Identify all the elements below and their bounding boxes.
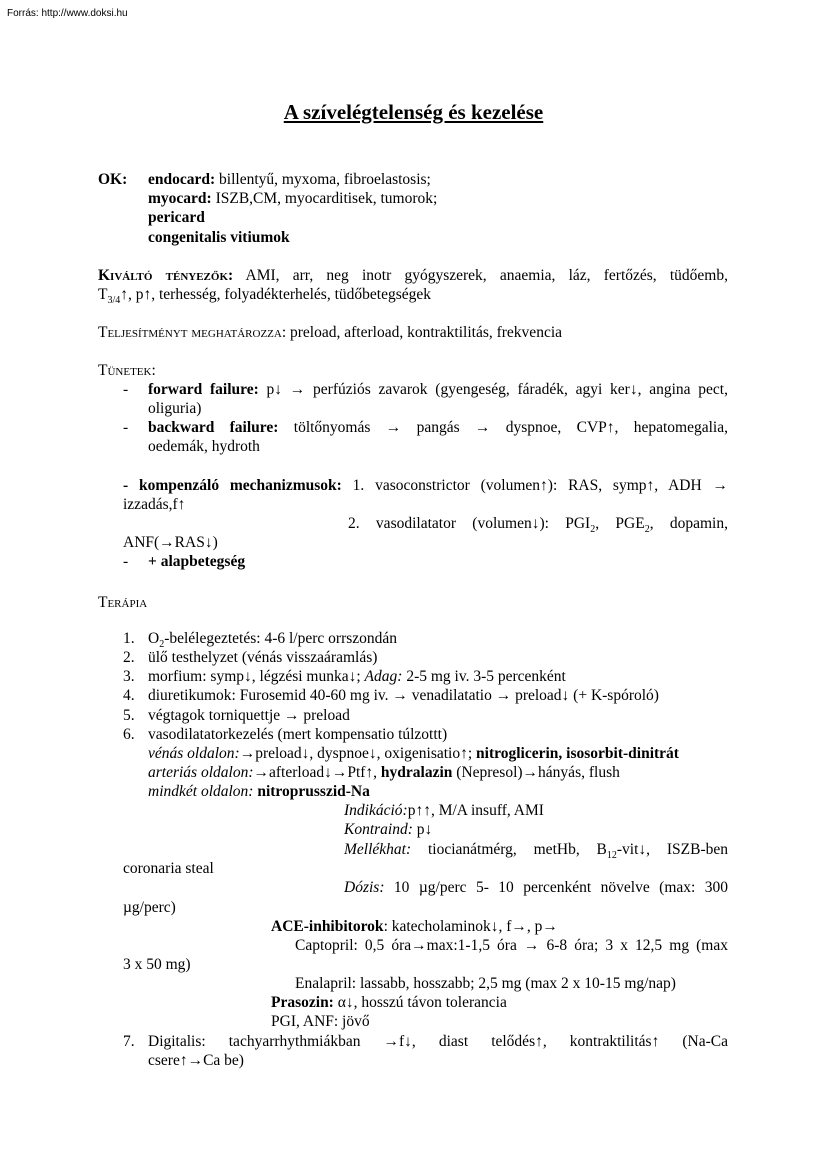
alapbetegseg: + alapbetegség — [148, 553, 246, 570]
dash-1: - — [123, 381, 129, 398]
kivalto-line-2: $T_{3/4}↑$, p↑, terhesség, folyadékterhelés, tüdőbetegségek — [98, 286, 432, 307]
item-7-line-2: csere↑→Ca be) — [148, 1052, 244, 1069]
item-6-number: 6. — [123, 726, 135, 743]
ok-line-3: pericard — [148, 209, 205, 226]
item-5: végtagok torniquettje → preload — [148, 707, 350, 724]
item-4-number: 4. — [123, 687, 135, 704]
pgi-anf: PGI, ANF: jövő — [271, 1013, 370, 1030]
source-label: Forrás: http://www.doksi.hu — [7, 8, 128, 19]
dash-3: - — [123, 553, 129, 570]
item-7-line-1: Digitalis: tachyarrhythmiákban →f↓, diast telődés↑, kontraktilitás↑ (Na-Ca — [148, 1033, 728, 1050]
tunetek-label: Tünetek: — [98, 362, 156, 379]
ok-line-1: endocard: billentyű, myxoma, fibroelastosis; — [148, 171, 431, 188]
item-4: diuretikumok: Furosemid 40-60 mg iv. → venadilatatio → preload↓ (+ K-spóroló) — [148, 687, 659, 704]
item-3-number: 3. — [123, 668, 135, 685]
item-1-number: 1. — [123, 630, 135, 647]
page-title: A szívelégtelenség és kezelése — [283, 100, 544, 124]
item-2-number: 2. — [123, 649, 135, 666]
ok-label: OK: — [98, 171, 128, 188]
dozis-line-2: µg/perc) — [123, 899, 176, 916]
item-1: $O_2$-belélegeztetés: 4-6 l/perc orrszondán — [148, 630, 398, 651]
backward-failure-line-1: backward failure: töltőnyomás → pangás → dyspnoe, CVP↑, hepatomegalia, — [148, 419, 728, 436]
indikacio: Indikáció:p↑↑, M/A insuff, AMI — [344, 802, 544, 819]
terapia-label: Terápia — [98, 594, 148, 611]
mellekhat-line-1: Mellékhat: tiocianátmérg, metHb, $B_{12}-vit↓$, ISZB-ben — [344, 841, 728, 862]
item-6: vasodilatatorkezelés (mert kompensatio túlzottt) — [148, 726, 448, 743]
kompenzalo-line-2: izzadás,f↑ — [123, 496, 186, 513]
kompenzalo-line-3: 2. vasodilatator (volumen↓): $PGI_2$, $PGE_2$, dopamin, — [348, 515, 728, 536]
dozis-line-1: Dózis: 10 µg/perc 5- 10 percenként növelve (max: 300 — [344, 879, 728, 896]
mindket-oldalon: mindkét oldalon: nitroprusszid-Na — [148, 783, 370, 800]
arterias-oldalon: arteriás oldalon:→afterload↓→Ptf↑, hydralazin (Nepresol)→hányás, flush — [148, 764, 620, 781]
venas-oldalon: vénás oldalon:→preload↓, dyspnoe↓, oxigenisatio↑; nitroglicerin, isosorbit-dinitrát — [148, 745, 679, 762]
dash-2: - — [123, 419, 129, 436]
kontraind: Kontraind: p↓ — [344, 821, 433, 838]
item-5-number: 5. — [123, 707, 135, 724]
ok-line-2: myocard: ISZB,CM, myocarditisek, tumorok; — [148, 190, 438, 207]
item-7-number: 7. — [123, 1033, 135, 1050]
captopril-line-1: Captopril: 0,5 óra→max:1-1,5 óra → 6-8 óra; 3 x 12,5 mg (max — [295, 937, 728, 954]
ok-line-4: congenitalis vitiumok — [148, 229, 290, 246]
enalapril: Enalapril: lassabb, hosszabb; 2,5 mg (max 2 x 10-15 mg/nap) — [295, 975, 676, 992]
captopril-line-2: 3 x 50 mg) — [123, 956, 191, 973]
item-3: morfium: symp↓, légzési munka↓; Adag: 2-5 mg iv. 3-5 percenként — [148, 668, 566, 685]
kompenzalo-line-1: - kompenzáló mechanizmusok: 1. vasoconstrictor (volumen↑): RAS, symp↑, ADH → — [123, 477, 728, 494]
prasozin: Prasozin: α↓, hosszú távon tolerancia — [271, 994, 507, 1011]
item-2: ülő testhelyzet (vénás visszaáramlás) — [148, 649, 378, 666]
forward-failure-line-2: oliguria) — [148, 400, 202, 417]
ace-inhibitorok: ACE-inhibitorok: katecholaminok↓, f→, p→ — [271, 918, 558, 935]
backward-failure-line-2: oedemák, hydroth — [148, 438, 260, 455]
teljesitmeny-line: Teljesítményt meghatározza: preload, afterload, kontraktilitás, frekvencia — [98, 324, 563, 341]
forward-failure-line-1: forward failure: p↓ → perfúziós zavarok (gyengeség, fáradék, agyi ker↓, angina pect, — [148, 381, 728, 398]
kompenzalo-line-4: ANF(→RAS↓) — [123, 534, 218, 551]
kivalto-line-1: Kiváltó tényezők: AMI, arr, neg inotr gyógyszerek, anaemia, láz, fertőzés, tüdőemb, — [98, 267, 728, 284]
mellekhat-line-2: coronaria steal — [123, 860, 214, 877]
